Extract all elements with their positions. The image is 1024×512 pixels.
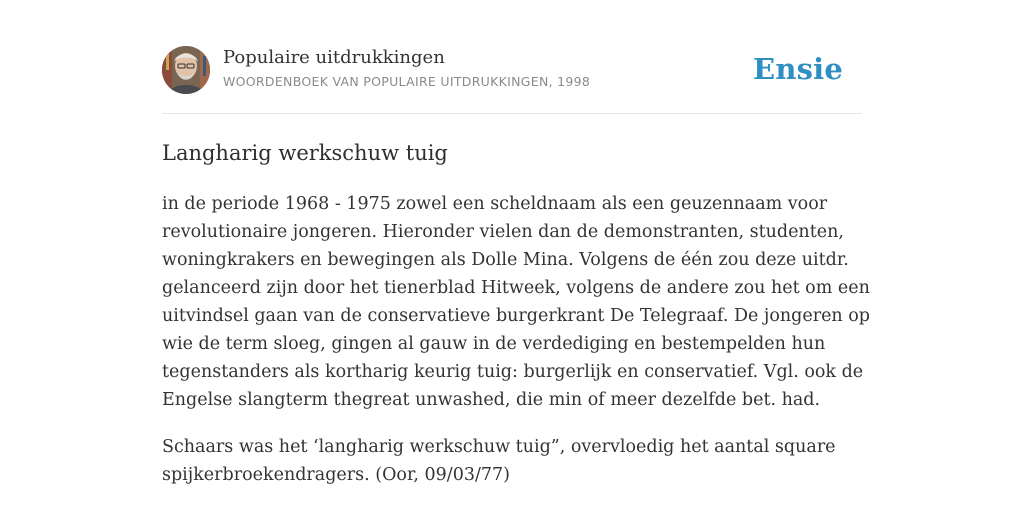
author-avatar[interactable] [162,46,210,94]
avatar-portrait-icon [162,46,210,94]
quote-line: Schaars was het ‘langharig werkschuw tuig”, overvloedig het aantal square [162,437,836,457]
quote-line: spijkerbroekendragers. (Oor, 09/03/77) [162,465,510,485]
brand-logo[interactable]: Ensie [753,52,843,86]
definition-line: woningkrakers en bewegingen als Dolle Mina. Volgens de één zou deze uitdr. [162,250,849,270]
definition-line: uitvindsel gaan van de conservatieve burgerkrant De Telegraaf. De jongeren op [162,306,871,326]
definition-line: revolutionaire jongeren. Hieronder vielen dan de demonstranten, studenten, [162,222,844,242]
definition-line: Engelse slangterm thegreat unwashed, die min of meer dezelfde bet. had. [162,390,821,410]
source-header [162,46,862,114]
source-subtitle: WOORDENBOEK VAN POPULAIRE UITDRUKKINGEN, 1998 [223,74,591,89]
entry-card [162,46,871,485]
entry-quote [162,433,862,489]
entry-title: Langharig werkschuw tuig [162,141,448,165]
definition-line: wie de term sloeg, gingen al gauw in de verdediging en bestempelden hun [162,334,826,354]
definition-line: tegenstanders als kortharig keurig tuig: burgerlijk en conservatief. Vgl. ook de [162,362,864,382]
source-title[interactable]: Populaire uitdrukkingen [223,47,445,68]
entry-definition [162,190,871,414]
definition-line: in de periode 1968 - 1975 zowel een scheldnaam als een geuzennaam voor [162,194,828,214]
definition-line: gelanceerd zijn door het tienerblad Hitweek, volgens de andere zou het om een [162,278,870,298]
